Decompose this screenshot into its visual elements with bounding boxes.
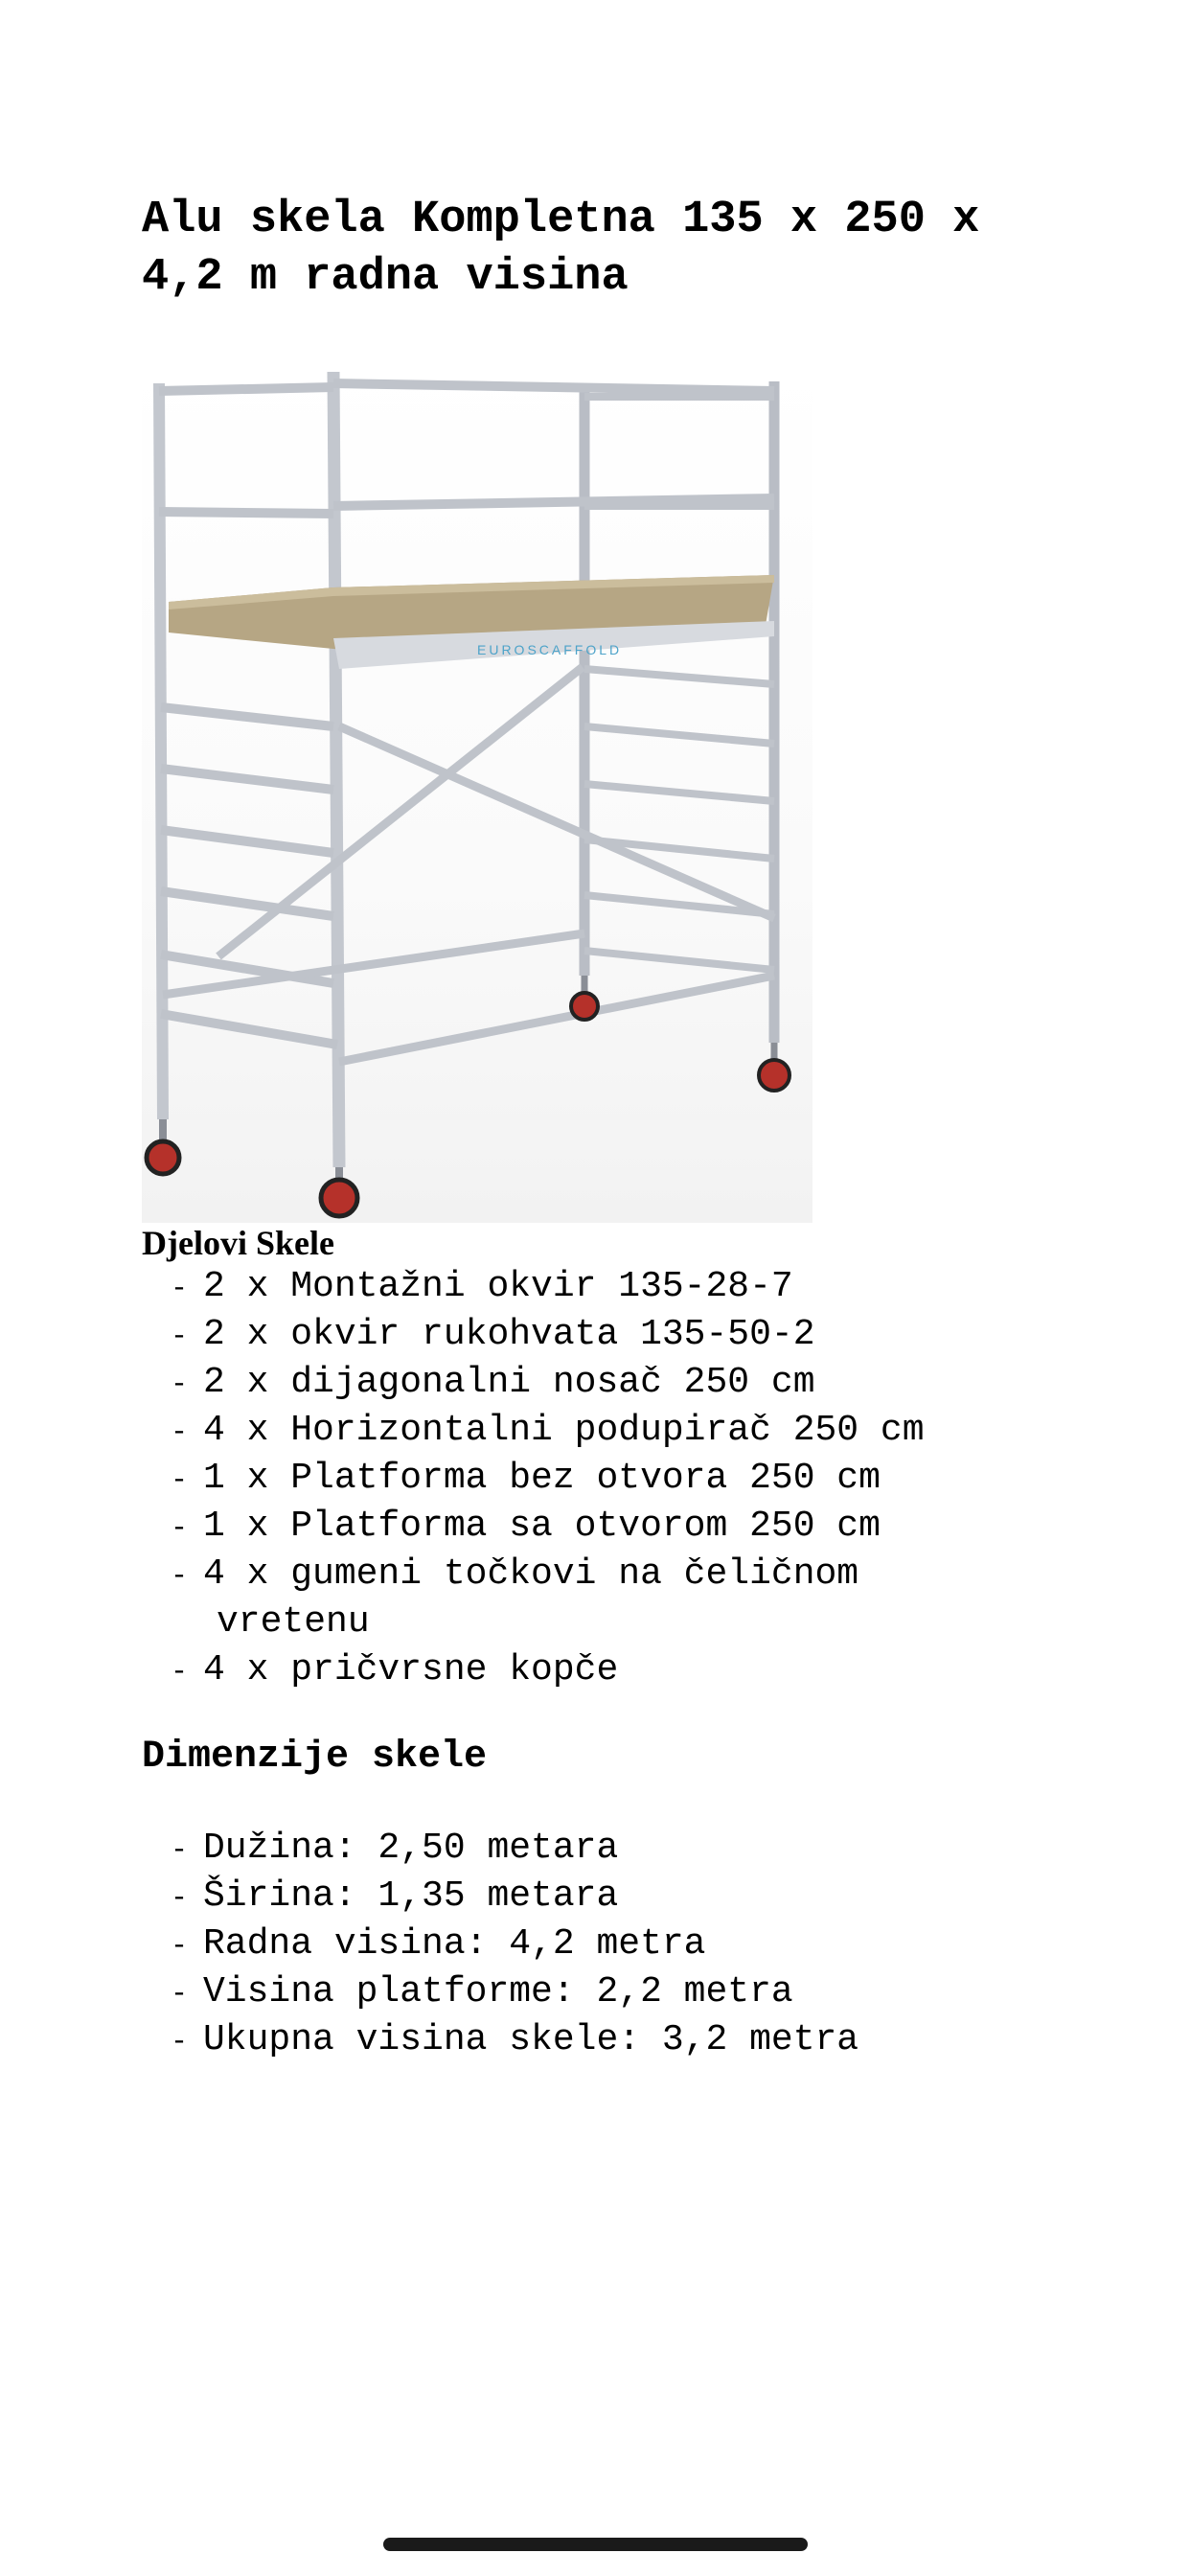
list-item-text: Dužina: 2,50 metara: [203, 1828, 619, 1869]
product-title: Alu skela Kompletna 135 x 250 x 4,2 m radna visina: [142, 195, 980, 303]
dimensions-list: [171, 1825, 1081, 2064]
list-item: [171, 1825, 1081, 1873]
list-item: [171, 1311, 1081, 1359]
dimensions-heading: Dimenzije skele: [142, 1736, 488, 1779]
list-item: [171, 1407, 1081, 1455]
list-item: [171, 1455, 1081, 1503]
list-item: [171, 1551, 1081, 1646]
brand-text: EUROSCAFFOLD: [477, 642, 623, 657]
scaffold-product-image: [142, 362, 812, 1223]
list-item: [171, 1503, 1081, 1551]
list-item-text: 4 x gumeni točkovi na čeličnom: [203, 1553, 859, 1595]
list-item-text: 1 x Platforma sa otvorom 250 cm: [203, 1506, 881, 1547]
parts-list: [171, 1263, 1081, 1694]
list-item-text: 2 x okvir rukohvata 135-50-2: [203, 1314, 815, 1355]
list-item-text: 4 x pričvrsne kopče: [203, 1649, 619, 1690]
list-item: [171, 1646, 1081, 1694]
list-item-text: Radna visina: 4,2 metra: [203, 1923, 706, 1965]
parts-heading: Djelovi Skele: [142, 1224, 334, 1262]
list-item: [171, 1359, 1081, 1407]
list-item: [171, 1968, 1081, 2016]
list-item: [171, 1263, 1081, 1311]
list-item-text: 4 x Horizontalni podupirač 250 cm: [203, 1410, 925, 1451]
list-item: [171, 1920, 1081, 1968]
list-item-text: 2 x dijagonalni nosač 250 cm: [203, 1362, 815, 1403]
list-item-text: 2 x Montažni okvir 135-28-7: [203, 1266, 793, 1307]
list-item: [171, 1873, 1081, 1920]
list-item-continuation: vretenu: [217, 1601, 370, 1643]
list-item: [171, 2016, 1081, 2064]
list-item-text: Visina platforme: 2,2 metra: [203, 1971, 793, 2012]
list-item-text: Ukupna visina skele: 3,2 metra: [203, 2019, 859, 2060]
list-item-text: 1 x Platforma bez otvora 250 cm: [203, 1458, 881, 1499]
home-indicator[interactable]: [383, 2538, 808, 2551]
list-item-text: Širina: 1,35 metara: [203, 1875, 619, 1917]
